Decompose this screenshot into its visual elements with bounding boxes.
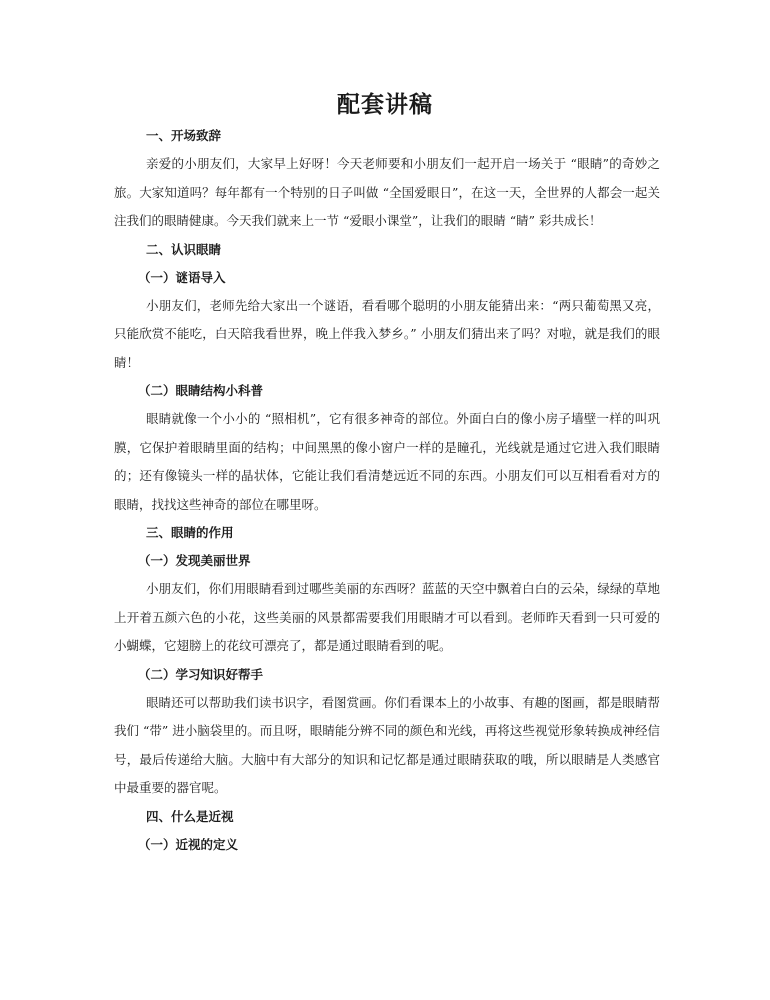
section-heading-know-eyes: 二、认识眼睛 — [146, 241, 222, 257]
subheading-eye-structure: （二）眼睛结构小科普 — [138, 383, 264, 398]
subheading-riddle: （一）谜语导入 — [138, 269, 226, 285]
section-heading-eye-function: 三、眼睛的作用 — [146, 525, 234, 540]
subheading-myopia-definition: （一）近视的定义 — [138, 836, 239, 852]
paragraph-riddle: 小朋友们，老师先给大家出一个谜语，看看哪个聪明的小朋友能猜出来：“两只葡萄黑又亮，只能欣赏不能吃，白天陪我看世界，晚上伴我入梦乡。” 小朋友们猜出来了吗？对啦，就是我们的眼睛！ — [114, 297, 660, 370]
section-heading-myopia: 四、什么是近视 — [146, 808, 234, 824]
paragraph-learning-helper: 眼睛还可以帮助我们读书识字，看图赏画。你们看课本上的小故事、有趣的图画，都是眼睛帮我们 “带” 进小脑袋里的。而且呀，眼睛能分辨不同的颜色和光线，再将这些视觉形象转换成神经信号，最后传递给大脑。大脑中有大部分的知识和记忆都是通过眼睛获取的哦，所以眼睛是人类感官中最重要的器官呢。 — [114, 694, 660, 795]
document-body — [114, 122, 660, 859]
subheading-learning-helper: （二）学习知识好帮手 — [138, 666, 264, 682]
paragraph-opening: 亲爱的小朋友们，大家早上好呀！今天老师要和小朋友们一起开启一场关于 “眼睛”的奇妙之旅。大家知道吗？每年都有一个特别的日子叫做 “全国爱眼日”，在这一天，全世界的人都会一起关注我们的眼睛健康。今天我们就来上一节 “爱眼小课堂”，让我们的眼睛 “睛” 彩共成长！ — [114, 156, 660, 228]
paragraph-beautiful-world: 小朋友们，你们用眼睛看到过哪些美丽的东西呀？蓝蓝的天空中飘着白白的云朵，绿绿的草地上开着五颜六色的小花，这些美丽的风景都需要我们用眼睛才可以看到。老师昨天看到一只可爱的小蝴蝶，它翅膀上的花纹可漂亮了，都是通过眼睛看到的呢。 — [114, 581, 660, 653]
page-title: 配套讲稿 — [337, 91, 433, 118]
section-heading-opening: 一、开场致辞 — [146, 128, 222, 143]
paragraph-eye-structure: 眼睛就像一个小小的 “照相机”，它有很多神奇的部位。外面白白的像小房子墙壁一样的叫巩膜，它保护着眼睛里面的结构；中间黑黑的像小窗户一样的是瞳孔，光线就是通过它进入我们眼睛的；还有像镜头一样的晶状体，它能让我们看清楚远近不同的东西。小朋友们可以互相看看对方的眼睛，找找这些神奇的部位在哪里呀。 — [114, 411, 660, 512]
subheading-beautiful-world: （一）发现美丽世界 — [138, 553, 251, 568]
